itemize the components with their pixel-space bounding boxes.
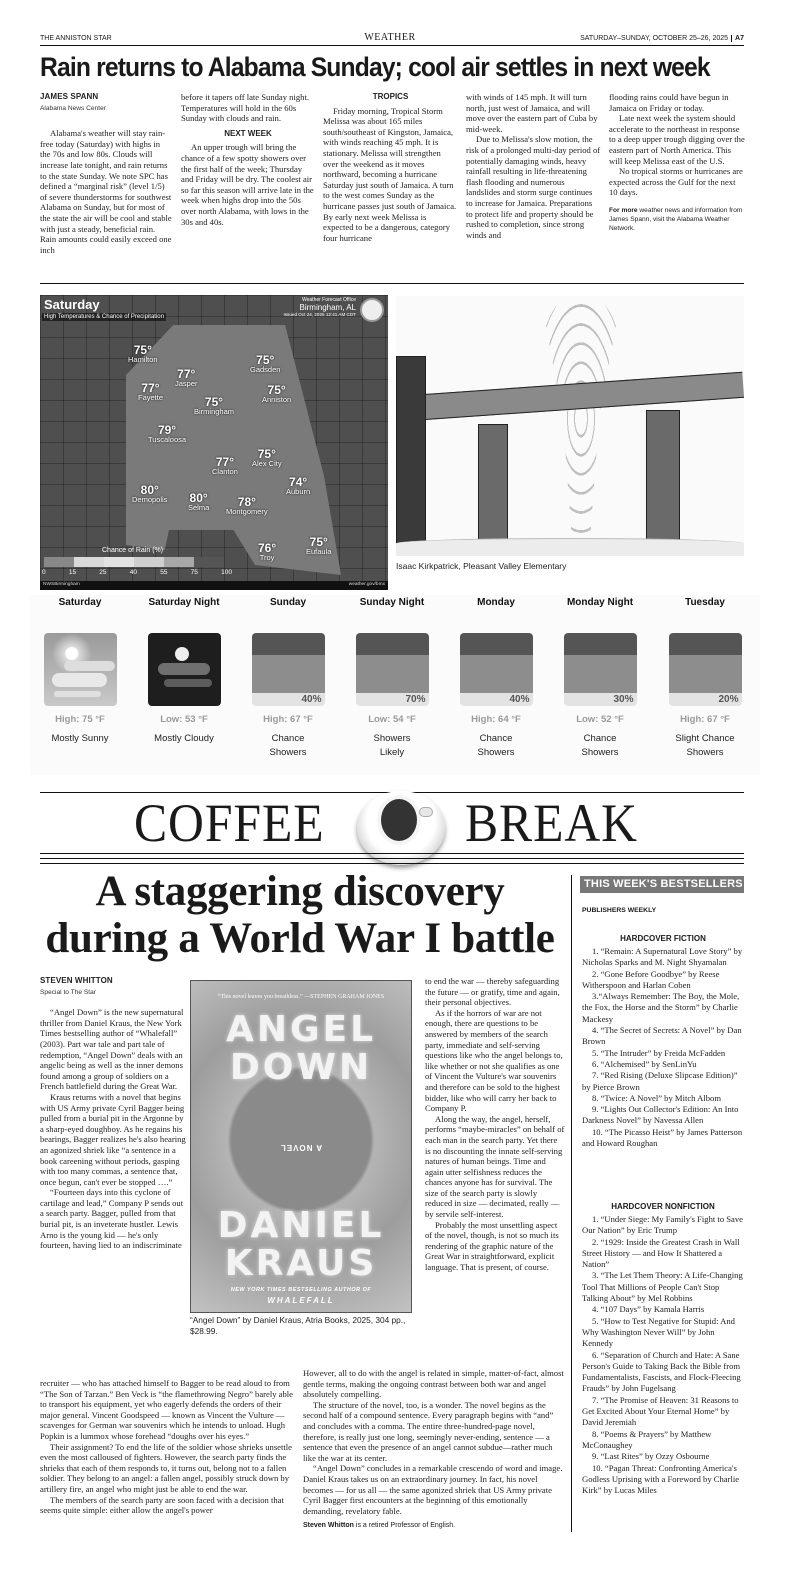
- ground: [396, 538, 744, 556]
- forecast-period: Saturday Night Low: 53 °F Mostly Cloudy: [148, 597, 220, 744]
- subhead-tropics: TROPICS: [372, 92, 409, 101]
- review-col-3: [425, 976, 565, 1273]
- weather-col-1: [40, 92, 172, 255]
- map-footer: NWSBirmingham weather.gov/bmx: [40, 581, 388, 590]
- weather-para: An upper trough will bring the chance of a few spotty showers over the first half of the week; Thursday and Friday will be dry. The coolest air so far this season will arrive late in the week when highs drop into the 50s over north Alabama, with lows in the 30s and 40s.: [181, 142, 314, 227]
- page-number: A7: [731, 35, 744, 42]
- list-item: 10. “The Picasso Heist” by James Patterson and Howard Roughan: [582, 1126, 743, 1149]
- list-item: 5. “How to Test Negative for Stupid: And Why Washington Never Will” by John Kennedy: [582, 1315, 735, 1349]
- list-item: 8. “Poems & Prayers” by Matthew McConaughey: [582, 1428, 712, 1450]
- review-byline: STEVEN WHITTON: [40, 976, 113, 985]
- city-label: 77° Clanton: [212, 455, 238, 476]
- city-label: 77° Jasper: [175, 367, 198, 388]
- city-label: 76° Troy: [258, 541, 277, 562]
- nonfiction-list: [582, 1202, 744, 1496]
- cover-author: DANIEL KRAUS: [217, 1205, 385, 1284]
- list-item: 1. “Under Siege: My Family's Fight to Save Our Nation” by Eric Trump: [582, 1214, 743, 1236]
- seven-day-forecast: [30, 595, 760, 775]
- weather-para: before it tapers off late Sunday night. Temperatures will hold in the 60s Sunday with clouds and rain.: [181, 92, 309, 124]
- weather-col-2: [181, 92, 315, 227]
- city-label: 79° Tuscaloosa: [148, 423, 187, 444]
- publication-name: THE ANNISTON STAR: [40, 35, 112, 42]
- author-tagline: Steven Whitton is a retired Professor of English.: [303, 1522, 456, 1529]
- map-title: Saturday: [44, 297, 100, 312]
- date-page: [580, 35, 744, 42]
- rain-legend-bar: [44, 557, 224, 567]
- bridge-pier: [396, 356, 426, 551]
- list-item: 6. “Separation of Church and Hate: A Sane Person's Guide to Taking Back the Bible from Fundamentalists, Fascists, and Flock-Fleecing Frauds” by John Fugelsang: [582, 1349, 741, 1394]
- mostly-sunny-icon: [44, 633, 117, 706]
- review-para: As if the horrors of war are not enough, there are questions to be answered by members of the search party, immediate and self-serving questions like who the angel belongs to, like whether or not she qualifies as one of Vincent the Vulture's war souvenirs and therefore can be sold to the highest bidder, like who will carry her back to Company P.: [425, 1007, 563, 1114]
- sidebar-border: [571, 875, 572, 1532]
- forecast-period: Saturday High: 75 °F Mostly Sunny: [30, 595, 130, 746]
- weather-para: flooding rains could have begun in Jamaica on Friday or today.: [609, 92, 729, 113]
- nonfiction-heading: HARDCOVER NONFICTION: [611, 1202, 715, 1211]
- list-item: 3. “The Let Them Theory: A Life-Changing Tool That Millions of People Can't Stop Talking About” by Mel Robbins: [582, 1270, 743, 1304]
- weather-para: Alabama's weather will stay rain-free today (Saturday) with highs in the 70s and low 80s. Clouds will increase late tonight, and rain returns to the state Sunday. We note SPC has defined a “marginal risk” (level 1/5) of severe thunderstorms for southwest Alabama on Sunday, but for most of the state the air will be cool and stable with just a steady, beneficial rain. Rain amounts could easily exceed one inch: [40, 128, 172, 255]
- cover-title: ANGEL DOWN: [225, 1009, 377, 1088]
- student-drawing: [396, 296, 744, 556]
- weather-headline: Rain returns to Alabama Sunday; cool air settles in next week: [40, 52, 710, 82]
- city-label: 75° Alex City: [252, 447, 282, 468]
- banner-break: BREAK: [465, 793, 638, 853]
- weather-para: Late next week the system should accelerate to the northeast in response to a deep upper trough digging over the eastern part of North America. This will keep Melissa east of the U.S.: [609, 113, 745, 166]
- for-more-note: For more weather news and information from James Spann, visit the Alabama Weather Network.: [609, 206, 743, 232]
- city-label: 75° Anniston: [262, 383, 292, 404]
- drawing-caption: Isaac Kirkpatrick, Pleasant Valley Elementary: [396, 561, 567, 571]
- banner-rule: [40, 863, 744, 864]
- city-label: 74° Auburn: [286, 475, 311, 496]
- list-item: 8. “Twice: A Novel” by Mitch Albom: [592, 1092, 722, 1103]
- city-label: 75° Hamilton: [128, 343, 158, 364]
- book-caption: “Angel Down” by Daniel Kraus, Atria Books, 2025, 304 pp., $28.99.: [190, 1315, 406, 1336]
- banner-coffee: COFFEE: [134, 793, 325, 853]
- review-col-1-wide: [40, 1378, 295, 1516]
- fiction-heading: HARDCOVER FICTION: [620, 934, 706, 943]
- weather-para: No tropical storms or hurricanes are expected across the Gulf for the next 10 days.: [609, 166, 743, 198]
- forecast-period: Sunday Night 70% Low: 54 °F Showers Likely: [342, 595, 442, 760]
- review-para: However, all to do with the angel is related in simple, matter-of-fact, almost gentle terms, making the ongoing contrast between both war and angel absolutely compelling.: [303, 1368, 564, 1400]
- review-para: Their assignment? To end the life of the soldier whose shrieks unsettle even the most calloused of fighters. However, the search party finds the shrieks that each of them responds to, it turns out, belong not to a fallen soldier. They belong to an angel: a fallen angel, possibly struck down by artillery fire, an angel who might just be able to end the war.: [40, 1441, 292, 1494]
- city-label: 77° Fayette: [138, 381, 164, 402]
- showers-icon: 20%: [669, 633, 742, 706]
- banner-rule: [40, 853, 744, 854]
- bestsellers-banner: THIS WEEK'S BESTSELLERS: [580, 876, 744, 893]
- list-item: 4. “107 Days” by Kamala Harris: [592, 1304, 705, 1315]
- weather-para: Due to Melissa's slow motion, the risk of a prolonged multi-day period of potentially damaging winds, heavy rainfall resulting in life-threatening flash flooding and numerous landslides and storm surge continues to increase for Jamaica. Preparations to protect life and property should be rushed to completion, since strong winds and: [466, 134, 601, 240]
- city-label: 75° Birmingham: [194, 395, 235, 416]
- coffee-cup-icon: [355, 787, 447, 867]
- mostly-cloudy-night-icon: [148, 633, 221, 706]
- weather-affiliation: Alabama News Center: [40, 104, 106, 112]
- review-para: recruiter — who has attached himself to Bagger to be read aloud to from “The Son of Tarzan.” Ben Veck is “the flamethrowing Negro” barely able to transport his equipment, yet who eagerly defends the orders of their major general. Vincent Goodspeed — known as Vincent the Vulture — scavenges for German war souvenirs which he intends to unload. Hugh Popkin is a lummox whose forehead “doughs over his eyes.”: [40, 1378, 293, 1441]
- bridge-pier: [478, 424, 508, 554]
- section-name: WEATHER: [364, 32, 416, 43]
- header-rule: [40, 45, 744, 46]
- list-item: 7. “Red Rising (Deluxe Slipcase Edition)” by Pierce Brown: [582, 1070, 738, 1092]
- list-item: 4. “The Secret of Secrets: A Novel” by Dan Brown: [582, 1025, 742, 1047]
- list-item: 7. “The Promise of Heaven: 31 Reasons to Get Excited About Your Eternal Home” by David Jeremiah: [582, 1394, 739, 1428]
- fiction-list: [582, 934, 744, 1149]
- map-office: Weather Forecast Office Birmingham, AL Issued Oct 24, 2025 12:41 AM CDT: [283, 297, 356, 318]
- review-para: “Angel Down” concludes in a remarkable crescendo of word and image. Daniel Kraus takes us on an extraordinary journey. In fact, his novel becomes — for us all — the same agonized shriek that US Army private Cyril Bagger first encounters at the beginning of this emotionally demanding, revelatory fable.: [303, 1463, 563, 1516]
- legend-ticks: 0 15 25 40 55 75 100: [42, 569, 232, 576]
- weather-col-3: [323, 92, 458, 243]
- review-para: “Angel Down” is the new supernatural thriller from Daniel Kraus, the New York Times bestselling author of “Whalefall” (2003). Part war tale and part tale of redemption, “Angel Down” deals with an angelic being as well as the inner demons found among a group of soldiers on a French battlefield during the Great War.: [40, 1007, 184, 1092]
- list-item: 9. “Last Rites” by Ozzy Osbourne: [592, 1451, 710, 1462]
- tornado-drawing: [536, 296, 626, 541]
- review-para: “Fourteen days into this cyclone of cartilage and lead,” Company P sends out a search party. Bagger, pulled from that burial pit, is an inveterate hustler. Lewis Arno is the young kid — he's only fourteen, having lied to an indiscriminate: [40, 1187, 184, 1251]
- section-rule: [40, 283, 744, 284]
- forecast-period: Tuesday 20% High: 67 °F Slight Chance Showers: [655, 595, 755, 760]
- forecast-period: Sunday 40% High: 67 °F Chance Showers: [238, 595, 338, 760]
- bridge-pier: [646, 410, 680, 550]
- nws-seal-icon: [360, 298, 384, 322]
- forecast-period: Monday Night 30% Low: 52 °F Chance Showers: [550, 595, 650, 760]
- city-label: 75° Eufaula: [306, 535, 332, 556]
- review-para: Kraus returns with a novel that begins with US Army private Cyril Bagger being pulled from a burial pit in the Argonne by a sharp-eyed doughboy. As he regains his bearings, Bagger realizes he's also hearing an agonized shriek like “a sentence in a book careening without periods, gasping with too many commas, a sentence that, once begun, can't ever be stopped ….”: [40, 1091, 186, 1187]
- weather-para: with winds of 145 mph. It will turn north, just west of Jamaica, and will move over the eastern part of Cuba by mid-week.: [466, 92, 598, 134]
- weather-byline: JAMES SPANN: [40, 92, 99, 101]
- review-col-3-wide: [303, 1368, 565, 1516]
- review-col-1: [40, 976, 186, 1251]
- weather-map: [40, 295, 388, 590]
- list-item: 2. “Gone Before Goodbye” by Reese Witherspoon and Harlan Coben: [582, 968, 720, 990]
- weather-para: Friday morning, Tropical Storm Melissa was about 165 miles south/southeast of Kingston, Jamaica, with winds reaching 45 mph. It is stationary. Melissa will strengthen over the weekend as it moves northward, becoming a hurricane Saturday just south of Jamaica. A turn to the west comes Sunday as the hurricane passes just south of Jamaica. By early next week Melissa is expected to be a dangerous, category four hurricane: [323, 105, 457, 243]
- book-cover-image: “This novel leaves you breathless.” —STEPHEN GRAHAM JONES ANGEL DOWN A NOVEL DANIEL KRAUS NEW YORK TIMES BESTSELLING AUTHOR OF WHALEFALL: [190, 980, 412, 1313]
- map-subtitle: High Temperatures & Chance of Precipitation: [44, 314, 164, 320]
- review-para: to end the war — thereby safeguarding the future — or gratify, time and again, their personal objectives.: [425, 976, 560, 1008]
- weather-col-4: [466, 92, 601, 240]
- weather-col-5: [609, 92, 745, 233]
- review-para: Along the way, the angel, herself, performs “maybe-miracles” on behalf of each man in the search party. Yet there is no discounting the innate self-serving natures of human beings. Time and again utter selfishness reduces the chances anyone has for survival. The size of the search party is slowly reduced in size — decimated, really — by servile self-interest.: [425, 1113, 565, 1220]
- showers-icon: 30%: [564, 633, 637, 706]
- review-affiliation: Special to The Star: [40, 988, 96, 996]
- city-label: 80° Selma: [188, 491, 210, 512]
- review-para: Probably the most unsettling aspect of the novel, though, is not so much its rendering of the graphic nature of the Great War in straightforward, explicit language. That is present, of course.: [425, 1219, 559, 1273]
- showers-icon: 40%: [252, 633, 325, 706]
- showers-icon: 70%: [356, 633, 429, 706]
- forecast-period: Monday 40% High: 64 °F Chance Showers: [446, 595, 546, 760]
- banner-rule: [40, 858, 744, 859]
- review-para: The structure of the novel, too, is a wonder. The novel begins as the second half of a compound sentence. Every paragraph begins with “and” and concludes with a comma. The entire three-hundred-page novel, therefore, is really just one long, seemingly never-ending, sentence — a sentence that even the presence of an angel cannot subdue—rather much like the war at its center.: [303, 1399, 554, 1463]
- city-label: 80° Demopolis: [132, 483, 168, 504]
- list-item: 9. “Lights Out Collector's Edition: An Into Darkness Novel” by Navessa Allen: [582, 1104, 739, 1126]
- list-item: 1. “Remain: A Supernatural Love Story” by Nicholas Sparks and M. Night Shyamalan: [582, 946, 743, 968]
- issue-date: SATURDAY–SUNDAY, OCTOBER 25–26, 2025: [580, 35, 729, 42]
- review-para: The members of the search party are soon faced with a decision that seems quite simple: either allow the angel's power: [40, 1494, 284, 1516]
- showers-icon: 40%: [460, 633, 533, 706]
- list-item: 10. “Pagan Threat: Confronting America's Godless Uprising with a Foreword by Charlie Kirk” by Lucas Miles: [582, 1462, 740, 1496]
- city-label: 78° Montgomery: [226, 495, 268, 516]
- list-item: 5. “The Intruder” by Freida McFadden: [592, 1047, 726, 1058]
- list-item: 6. “Alchemised” by SenLinYu: [592, 1058, 697, 1069]
- legend-title: Chance of Rain (%): [102, 547, 164, 554]
- list-item: 3.“Always Remember: The Boy, the Mole, the Fox, the Horse and the Storm” by Charlie Mackesy: [582, 991, 740, 1024]
- bestsellers-source: PUBLISHERS WEEKLY: [582, 907, 657, 914]
- city-label: 75° Gadsden: [250, 353, 281, 374]
- subhead-next-week: NEXT WEEK: [224, 128, 272, 138]
- list-item: 2. “1929: Inside the Greatest Crash in Wall Street History — and How It Shattered a Nation”: [582, 1236, 740, 1270]
- review-headline: A staggering discovery during a World War I battle: [45, 868, 555, 962]
